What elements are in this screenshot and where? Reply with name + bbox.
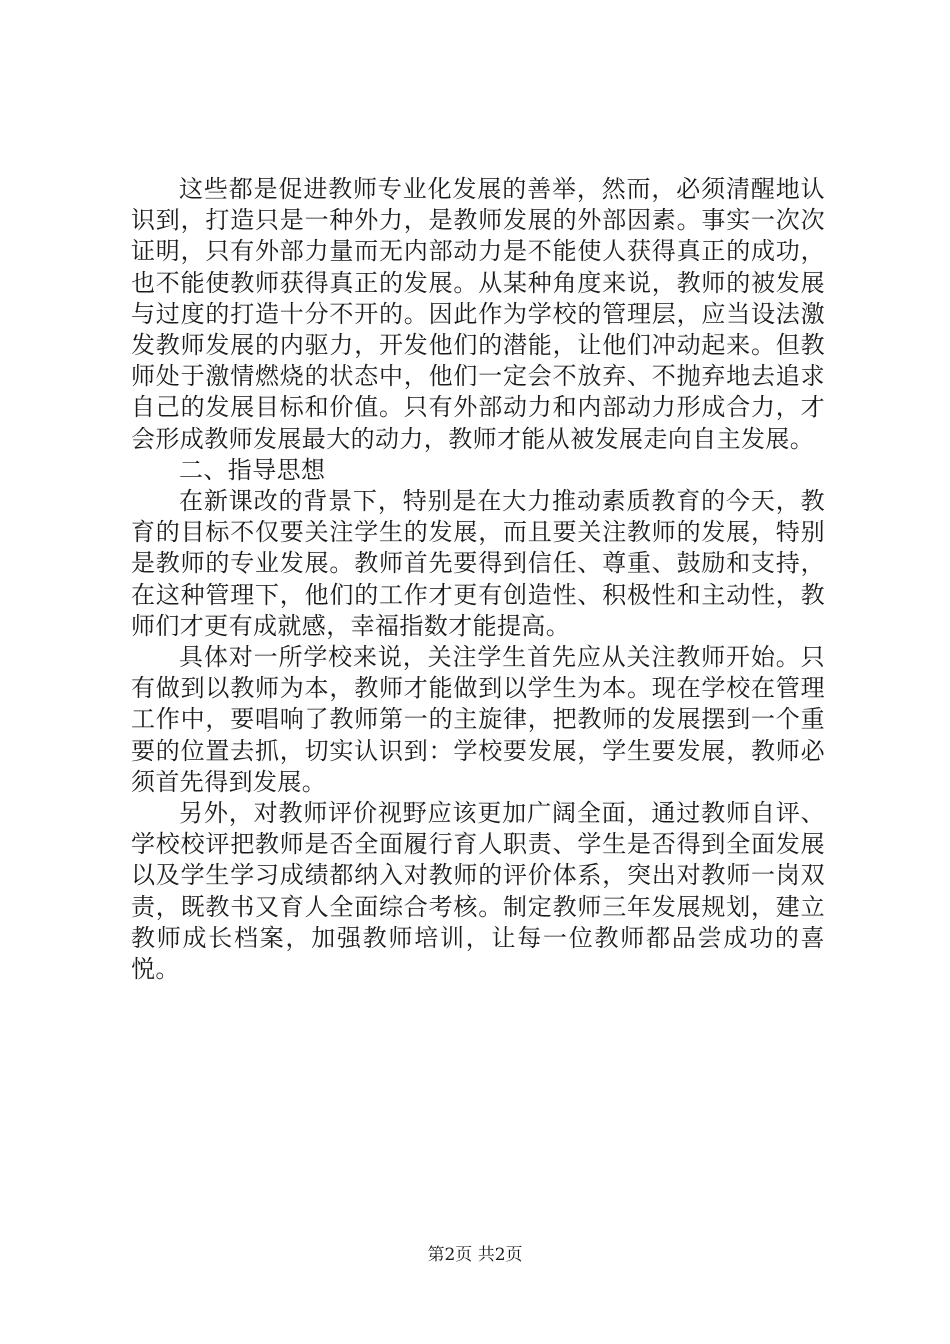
paragraph-2: 在新课改的背景下，特别是在大力推动素质教育的今天，教育的目标不仅要关注学生的发展，而且要关注教师的发展，特别是教师的专业发展。教师首先要得到信任、尊重、鼓励和支持，在这种管理下，他们的工作才更有创造性、积极性和主动性，教师们才更有成就感，幸福指数才能提高。: [131, 487, 825, 640]
paragraph-1: 这些都是促进教师专业化发展的善举，然而，必须清醒地认识到，打造只是一种外力，是教师发展的外部因素。事实一次次证明，只有外部力量而无内部动力是不能使人获得真正的成功，也不能使教师获得真正的发展。从某种角度来说，教师的被发展与过度的打造十分不开的。因此作为学校的管理层，应当设法激发教师发展的内驱力，开发他们的潜能，让他们冲动起来。但教师处于激情燃烧的状态中，他们一定会不放弃、不抛弃地去追求自己的发展目标和价值。只有外部动力和内部动力形成合力，才会形成教师发展最大的动力，教师才能从被发展走向自主发展。: [131, 175, 825, 453]
document-body: [131, 174, 825, 985]
paragraph-3: 具体对一所学校来说，关注学生首先应从关注教师开始。只有做到以教师为本，教师才能做到以学生为本。现在学校在管理工作中，要唱响了教师第一的主旋律，把教师的发展摆到一个重要的位置去抓，切实认识到：学校要发展，学生要发展，教师必须首先得到发展。: [131, 643, 825, 796]
page-number-footer: 第2页 共2页: [427, 1245, 523, 1265]
paragraph-4: 另外，对教师评价视野应该更加广阔全面，通过教师自评、学校校评把教师是否全面履行育人职责、学生是否得到全面发展以及学生学习成绩都纳入对教师的评价体系，突出对教师一岗双责，既教书又育人全面综合考核。制定教师三年发展规划，建立教师成长档案，加强教师培训，让每一位教师都品尝成功的喜悦。: [131, 799, 825, 984]
section-heading: 二、指导思想: [179, 455, 326, 484]
